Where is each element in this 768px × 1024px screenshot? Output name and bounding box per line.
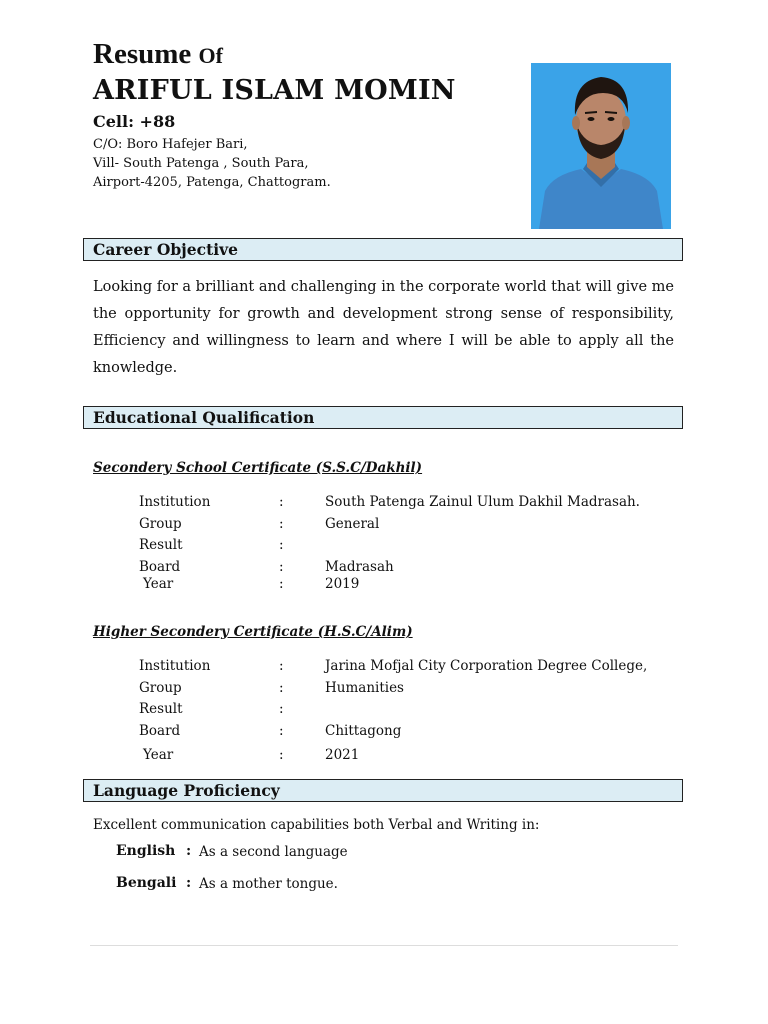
hsc-result-label: Result [139,701,183,717]
of-word: Of [198,43,223,68]
career-objective-text: Looking for a brilliant and challenging in the corporate world that will give me the opportunity for growth and development strong sense of responsibility, Efficiency and willingness to learn and where I will be able to apply all the knowledge. [93,279,674,376]
person-portrait-icon [531,63,671,229]
ssc-group-label: Group [139,516,182,532]
section-title: Educational Qualification [93,408,315,427]
colon: : [279,559,284,575]
career-objective-header [83,238,683,261]
section-title: Career Objective [93,240,238,259]
ssc-institution-label: Institution [139,494,211,510]
hsc-group-label: Group [139,680,182,696]
ssc-year-value: 2019 [325,576,360,592]
language-intro: Excellent communication capabilities both Verbal and Writing in: [93,817,540,833]
profile-photo [531,63,671,229]
colon: : [279,516,284,532]
ssc-group-value: General [325,516,380,532]
address-line-2: Vill- South Patenga , South Para, [93,156,309,171]
cell-number: Cell: +88 [93,112,176,131]
resume-word: Resume [93,38,192,70]
hsc-institution-label: Institution [139,658,211,674]
ssc-result-label: Result [139,537,183,553]
ssc-heading: Secondery School Certificate (S.S.C/Dakhil) [93,460,423,476]
hsc-group-value: Humanities [325,680,404,696]
hsc-year-label: Year [143,747,174,763]
language-name-english: English [116,843,176,859]
colon: : [279,576,284,592]
colon: : [279,537,284,553]
colon: : [279,658,284,674]
language-value-bengali: As a mother tongue. [199,876,338,892]
language-value-english: As a second language [199,844,348,860]
ssc-board-value: Madrasah [325,559,394,575]
language-header [83,779,683,802]
ssc-board-label: Board [139,559,181,575]
colon: : [279,680,284,696]
colon: : [279,494,284,510]
hsc-board-label: Board [139,723,181,739]
ssc-institution-value: South Patenga Zainul Ulum Dakhil Madrasah. [325,494,640,510]
address-line-3: Airport-4205, Patenga, Chattogram. [93,175,331,190]
candidate-name: ARIFUL ISLAM MOMIN [93,75,456,106]
footer-divider [90,945,678,946]
colon: : [186,875,192,891]
ssc-year-label: Year [143,576,174,592]
address-line-1: C/O: Boro Hafejer Bari, [93,137,248,152]
hsc-heading: Higher Secondery Certificate (H.S.C/Alim) [93,624,413,640]
hsc-institution-value: Jarina Mofjal City Corporation Degree College, [325,658,648,674]
colon: : [279,747,284,763]
language-name-bengali: Bengali [116,875,177,891]
hsc-year-value: 2021 [325,747,360,763]
hsc-board-value: Chittagong [325,723,402,739]
colon: : [279,723,284,739]
colon: : [279,701,284,717]
education-header [83,406,683,429]
colon: : [186,843,192,859]
resume-title [93,38,223,71]
section-title: Language Proficiency [93,781,280,800]
